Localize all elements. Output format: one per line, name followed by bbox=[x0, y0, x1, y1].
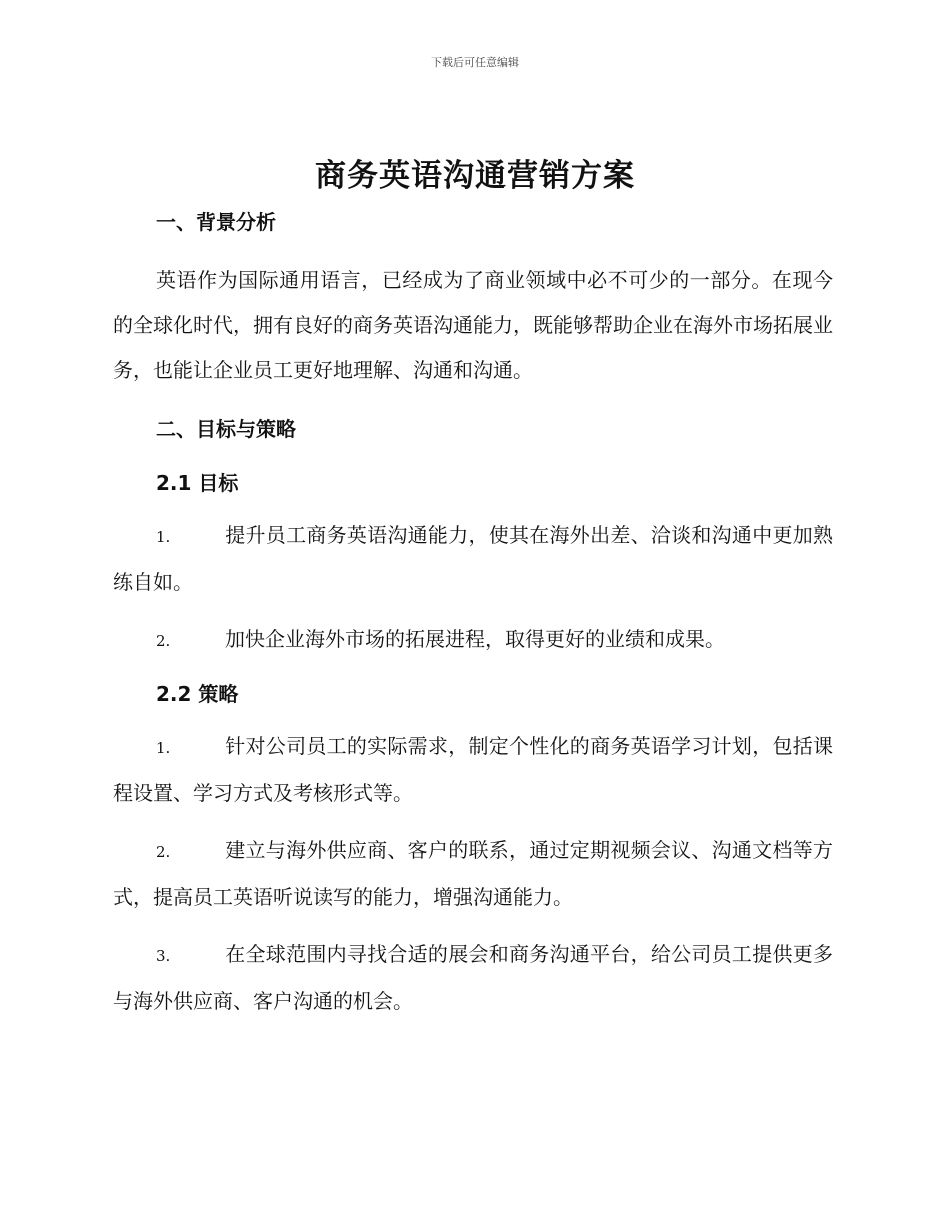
subsection-heading-goals: 2.1 目标 bbox=[156, 471, 239, 495]
background-paragraph: 英语作为国际通用语言，已经成为了商业领域中必不可少的一部分。在现今的全球化时代，拥有良好的商务英语沟通能力，既能够帮助企业在海外市场拓展业务，也能让企业员工更好地理解、沟通和沟通。 bbox=[113, 268, 833, 382]
page-header-note: 下载后可任意编辑 bbox=[431, 56, 519, 69]
document-body bbox=[113, 204, 833, 1024]
list-text: 提升员工商务英语沟通能力，使其在海外出差、洽谈和沟通中更加熟练自如。 bbox=[113, 523, 833, 594]
goal-item bbox=[113, 617, 833, 664]
document-title: 商务英语沟通营销方案 bbox=[315, 158, 635, 194]
list-number: 2. bbox=[156, 632, 171, 650]
goal-item bbox=[113, 513, 833, 605]
list-text: 在全球范围内寻找合适的展会和商务沟通平台，给公司员工提供更多与海外供应商、客户沟通的机会。 bbox=[113, 942, 833, 1013]
list-text: 针对公司员工的实际需求，制定个性化的商务英语学习计划，包括课程设置、学习方式及考核形式等。 bbox=[113, 734, 833, 805]
list-number: 2. bbox=[156, 843, 171, 861]
strategy-item bbox=[113, 932, 833, 1024]
strategy-item bbox=[113, 724, 833, 816]
section-heading-goals-strategies: 二、目标与策略 bbox=[156, 417, 296, 441]
list-number: 1. bbox=[156, 528, 171, 546]
section-heading-background: 一、背景分析 bbox=[156, 210, 276, 234]
subsection-heading-strategies: 2.2 策略 bbox=[156, 682, 239, 706]
strategy-item bbox=[113, 828, 833, 920]
list-text: 加快企业海外市场的拓展进程，取得更好的业绩和成果。 bbox=[225, 627, 725, 651]
list-number: 1. bbox=[156, 739, 171, 757]
list-number: 3. bbox=[156, 947, 171, 965]
list-text: 建立与海外供应商、客户的联系，通过定期视频会议、沟通文档等方式，提高员工英语听说读写的能力，增强沟通能力。 bbox=[113, 838, 833, 909]
